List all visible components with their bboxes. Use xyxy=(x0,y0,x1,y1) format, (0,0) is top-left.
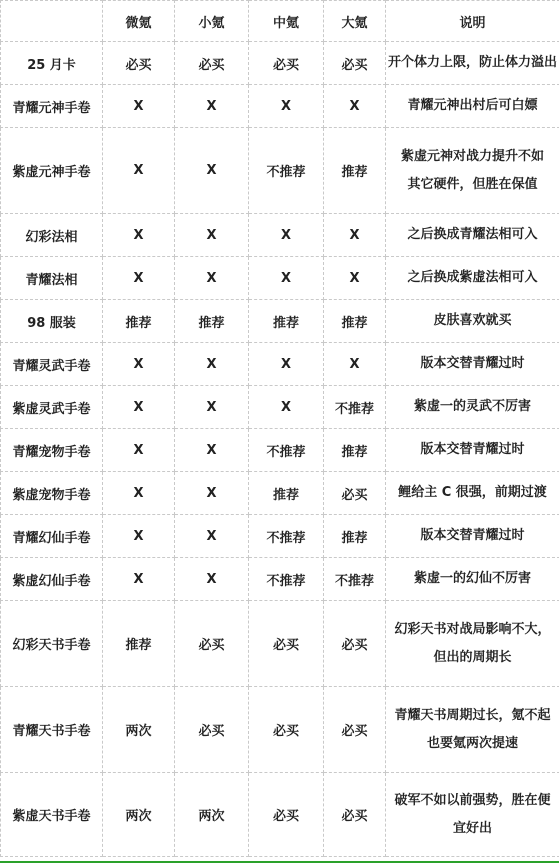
table-row xyxy=(1,257,559,300)
big-value: 不推荐 xyxy=(324,386,386,429)
big-value: 推荐 xyxy=(324,429,386,472)
table-row xyxy=(1,300,559,343)
item-name: 青耀元神手卷 xyxy=(1,85,103,128)
small-value: X xyxy=(175,472,249,515)
mid-value: X xyxy=(249,257,324,300)
note-text: 开个体力上限，防止体力溢出 xyxy=(386,42,559,85)
big-value: 必买 xyxy=(324,601,386,687)
micro-value: X xyxy=(103,558,175,601)
header-mid-spender: 中氪 xyxy=(249,1,324,42)
small-value: X xyxy=(175,128,249,214)
item-name: 紫虚幻仙手卷 xyxy=(1,558,103,601)
micro-value: X xyxy=(103,515,175,558)
micro-value: 必买 xyxy=(103,42,175,85)
micro-value: X xyxy=(103,128,175,214)
table-row xyxy=(1,85,559,128)
big-value: 必买 xyxy=(324,687,386,773)
small-value: 必买 xyxy=(175,42,249,85)
mid-value: X xyxy=(249,343,324,386)
big-value: 推荐 xyxy=(324,515,386,558)
item-name: 青耀幻仙手卷 xyxy=(1,515,103,558)
table-row xyxy=(1,386,559,429)
note-text: 版本交替青耀过时 xyxy=(386,429,559,472)
item-name: 25 月卡 xyxy=(1,42,103,85)
note-text: 之后换成青耀法相可入 xyxy=(386,214,559,257)
mid-value: 不推荐 xyxy=(249,515,324,558)
micro-value: X xyxy=(103,386,175,429)
table-row xyxy=(1,558,559,601)
table-row xyxy=(1,343,559,386)
small-value: X xyxy=(175,343,249,386)
micro-value: X xyxy=(103,257,175,300)
header-big-spender: 大氪 xyxy=(324,1,386,42)
small-value: X xyxy=(175,214,249,257)
micro-value: 推荐 xyxy=(103,300,175,343)
item-name: 青耀天书手卷 xyxy=(1,687,103,773)
item-name: 紫虚元神手卷 xyxy=(1,128,103,214)
note-text: 破军不如以前强势，胜在便 宜好出 xyxy=(386,773,559,857)
note-text: 青耀天书周期过长，氪不起 也要氪两次提速 xyxy=(386,687,559,773)
item-name: 青耀宠物手卷 xyxy=(1,429,103,472)
small-value: X xyxy=(175,558,249,601)
small-value: X xyxy=(175,429,249,472)
micro-value: X xyxy=(103,85,175,128)
big-value: 必买 xyxy=(324,472,386,515)
small-value: X xyxy=(175,515,249,558)
note-text: 紫虚元神对战力提升不如 其它硬件，但胜在保值 xyxy=(386,128,559,214)
small-value: 必买 xyxy=(175,601,249,687)
item-name: 青耀灵武手卷 xyxy=(1,343,103,386)
note-text: 紫虚一的灵武不厉害 xyxy=(386,386,559,429)
big-value: X xyxy=(324,214,386,257)
big-value: 必买 xyxy=(324,773,386,857)
table-row xyxy=(1,128,559,214)
table-row xyxy=(1,601,559,687)
mid-value: 必买 xyxy=(249,601,324,687)
micro-value: 推荐 xyxy=(103,601,175,687)
mid-value: 不推荐 xyxy=(249,128,324,214)
table-row xyxy=(1,773,559,857)
small-value: 两次 xyxy=(175,773,249,857)
big-value: 必买 xyxy=(324,42,386,85)
mid-value: X xyxy=(249,386,324,429)
micro-value: 两次 xyxy=(103,773,175,857)
note-text: 青耀元神出村后可白嫖 xyxy=(386,85,559,128)
table-row xyxy=(1,687,559,773)
table-row xyxy=(1,214,559,257)
item-name: 紫虚天书手卷 xyxy=(1,773,103,857)
item-name: 幻彩天书手卷 xyxy=(1,601,103,687)
note-text: 之后换成紫虚法相可入 xyxy=(386,257,559,300)
header-notes: 说明 xyxy=(386,1,559,42)
note-text: 皮肤喜欢就买 xyxy=(386,300,559,343)
big-value: X xyxy=(324,85,386,128)
small-value: 推荐 xyxy=(175,300,249,343)
header-small-spender: 小氪 xyxy=(175,1,249,42)
mid-value: 不推荐 xyxy=(249,558,324,601)
table-row xyxy=(1,429,559,472)
mid-value: 必买 xyxy=(249,42,324,85)
mid-value: 必买 xyxy=(249,687,324,773)
header-item xyxy=(1,1,103,42)
note-text: 版本交替青耀过时 xyxy=(386,515,559,558)
note-text: 幻彩天书对战局影响不大， 但出的周期长 xyxy=(386,601,559,687)
micro-value: X xyxy=(103,214,175,257)
item-name: 幻彩法相 xyxy=(1,214,103,257)
mid-value: X xyxy=(249,214,324,257)
big-value: X xyxy=(324,257,386,300)
small-value: 必买 xyxy=(175,687,249,773)
header-row xyxy=(1,1,559,42)
item-name: 98 服装 xyxy=(1,300,103,343)
note-text: 鲤给主 C 很强，前期过渡 xyxy=(386,472,559,515)
micro-value: 两次 xyxy=(103,687,175,773)
micro-value: X xyxy=(103,429,175,472)
table-row xyxy=(1,472,559,515)
small-value: X xyxy=(175,85,249,128)
header-micro-spender: 微氪 xyxy=(103,1,175,42)
note-text: 紫虚一的幻仙不厉害 xyxy=(386,558,559,601)
mid-value: X xyxy=(249,85,324,128)
big-value: 推荐 xyxy=(324,128,386,214)
big-value: 推荐 xyxy=(324,300,386,343)
big-value: X xyxy=(324,343,386,386)
item-name: 青耀法相 xyxy=(1,257,103,300)
micro-value: X xyxy=(103,343,175,386)
table-row xyxy=(1,42,559,85)
note-text: 版本交替青耀过时 xyxy=(386,343,559,386)
big-value: 不推荐 xyxy=(324,558,386,601)
mid-value: 推荐 xyxy=(249,300,324,343)
small-value: X xyxy=(175,257,249,300)
item-name: 紫虚宠物手卷 xyxy=(1,472,103,515)
table-row xyxy=(1,515,559,558)
micro-value: X xyxy=(103,472,175,515)
mid-value: 推荐 xyxy=(249,472,324,515)
mid-value: 不推荐 xyxy=(249,429,324,472)
item-name: 紫虚灵武手卷 xyxy=(1,386,103,429)
mid-value: 必买 xyxy=(249,773,324,857)
small-value: X xyxy=(175,386,249,429)
